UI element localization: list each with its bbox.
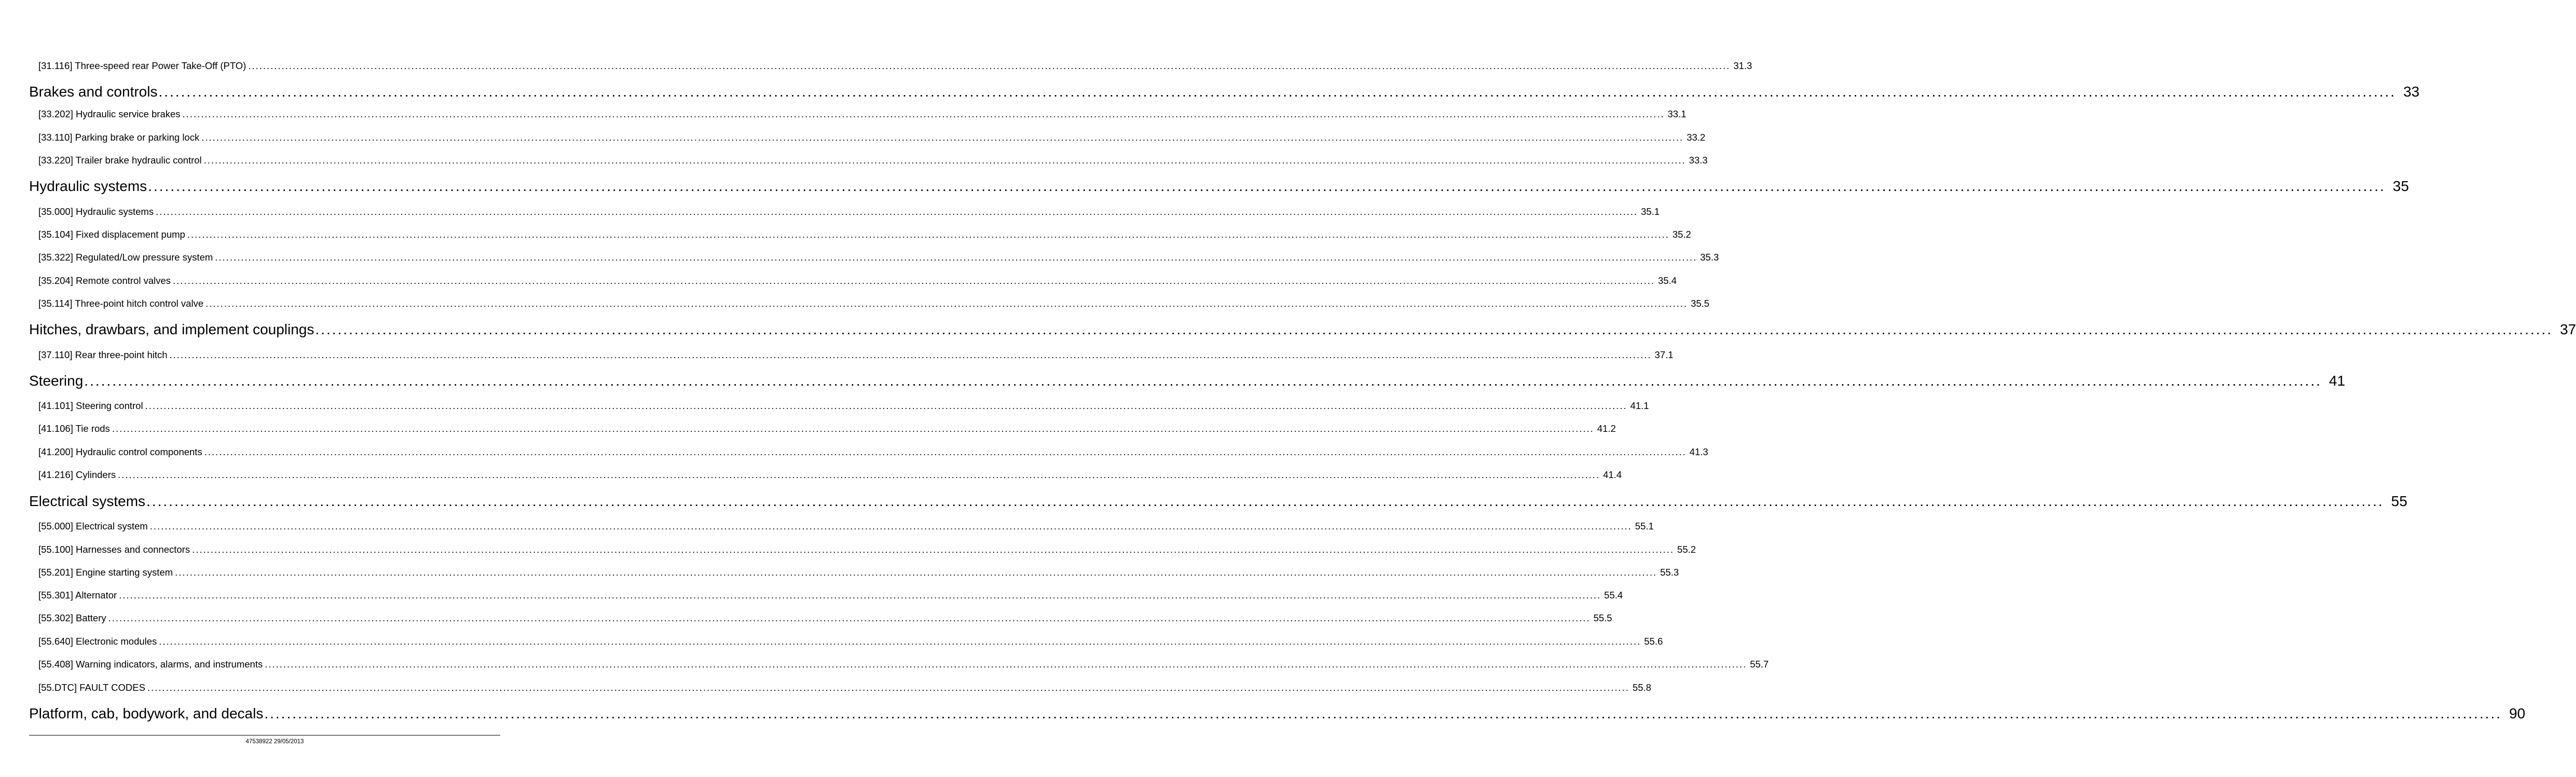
toc-entry-label: [33.202] Hydraulic service brakes: [38, 108, 181, 119]
dot-leader: ................................................................................................................................................................................................................................................................................................................................................................................................................: [84, 373, 2322, 389]
toc-subsection-entry: [38, 229, 1691, 240]
dot-leader: ................................................................................................................................................................................................................................................................................................................................................................................................................: [182, 108, 1665, 119]
footer-document-id: 47538922 29/05/2013: [245, 739, 304, 745]
toc-entry-label: [35.322] Regulated/Low pressure system: [38, 252, 213, 263]
dot-leader: ................................................................................................................................................................................................................................................................................................................................................................................................................: [201, 132, 1684, 143]
dot-leader: ................................................................................................................................................................................................................................................................................................................................................................................................................: [147, 682, 1629, 693]
dot-leader: ................................................................................................................................................................................................................................................................................................................................................................................................................: [158, 84, 2396, 100]
toc-subsection-entry: [38, 298, 1710, 309]
toc-entry-label: Electrical systems: [29, 493, 146, 509]
toc-entry-label: [41.200] Hydraulic control components: [38, 446, 202, 457]
toc-subsection-entry: [38, 60, 1752, 72]
dot-leader: ................................................................................................................................................................................................................................................................................................................................................................................................................: [215, 252, 1697, 263]
toc-entry-page-number: 37: [2560, 321, 2576, 337]
toc-entry-page-number: 41.4: [1603, 469, 1622, 480]
toc-entry-page-number: 37.1: [1654, 349, 1674, 360]
toc-subsection-entry: [38, 349, 1674, 361]
toc-entry-label: [55.640] Electronic modules: [38, 636, 157, 647]
toc-entry-page-number: 41.1: [1630, 400, 1649, 411]
dot-leader: ................................................................................................................................................................................................................................................................................................................................................................................................................: [187, 229, 1669, 240]
toc-subsection-entry: [38, 132, 1706, 143]
dot-leader: ................................................................................................................................................................................................................................................................................................................................................................................................................: [108, 612, 1591, 623]
dot-leader: ................................................................................................................................................................................................................................................................................................................................................................................................................: [205, 298, 1688, 309]
toc-entry-label: [55.201] Engine starting system: [38, 567, 173, 578]
toc-subsection-entry: [38, 252, 1719, 263]
toc-subsection-entry: [38, 612, 1612, 624]
toc-subsection-entry: [38, 567, 1679, 578]
toc-entry-page-number: 35.2: [1672, 229, 1691, 240]
toc-entry-label: [33.220] Trailer brake hydraulic control: [38, 155, 202, 166]
toc-section-entry: [29, 178, 2409, 195]
toc-subsection-entry: [38, 469, 1622, 481]
dot-leader: ................................................................................................................................................................................................................................................................................................................................................................................................................: [145, 400, 1627, 411]
toc-entry-page-number: 31.3: [1733, 60, 1752, 71]
toc-entry-page-number: 90: [2509, 705, 2526, 721]
toc-entry-label: [55.408] Warning indicators, alarms, and instruments: [38, 659, 263, 670]
toc-section-entry: [29, 84, 2420, 100]
toc-entry-label: [31.116] Three-speed rear Power Take-Off (PTO): [38, 60, 246, 71]
toc-entry-page-number: 33.2: [1687, 132, 1706, 143]
toc-entry-label: Hitches, drawbars, and implement couplings: [29, 321, 314, 337]
toc-entry-label: [55.302] Battery: [38, 612, 106, 623]
dot-leader: ................................................................................................................................................................................................................................................................................................................................................................................................................: [118, 469, 1600, 480]
toc-subsection-entry: [38, 206, 1660, 217]
toc-entry-page-number: 35.4: [1658, 275, 1677, 286]
toc-entry-label: [35.204] Remote control valves: [38, 275, 171, 286]
toc-subsection-entry: [38, 108, 1687, 120]
toc-subsection-entry: [38, 590, 1623, 601]
toc-section-entry: [29, 321, 2576, 338]
toc-entry-label: [55.301] Alternator: [38, 590, 117, 601]
toc-entry-page-number: 35.3: [1700, 252, 1719, 263]
dot-leader: ................................................................................................................................................................................................................................................................................................................................................................................................................: [203, 155, 1686, 166]
toc-entry-page-number: 55.4: [1604, 590, 1623, 601]
toc-entry-label: Brakes and controls: [29, 84, 158, 100]
toc-subsection-entry: [38, 155, 1708, 166]
toc-entry-page-number: 55.3: [1660, 567, 1679, 578]
toc-subsection-entry: [38, 636, 1663, 647]
toc-subsection-entry: [38, 423, 1616, 434]
toc-entry-page-number: 55.8: [1632, 682, 1651, 693]
dot-leader: ................................................................................................................................................................................................................................................................................................................................................................................................................: [156, 206, 1638, 217]
dot-leader: ................................................................................................................................................................................................................................................................................................................................................................................................................: [149, 521, 1632, 531]
toc-entry-label: [41.106] Tie rods: [38, 423, 110, 434]
toc-entry-page-number: 41.2: [1597, 423, 1616, 434]
toc-entry-label: [35.114] Three-point hitch control valve: [38, 298, 204, 309]
toc-entry-label: [55.DTC] FAULT CODES: [38, 682, 145, 693]
dot-leader: ................................................................................................................................................................................................................................................................................................................................................................................................................: [148, 178, 2386, 194]
toc-subsection-entry: [38, 544, 1696, 555]
toc-entry-label: [37.110] Rear three-point hitch: [38, 349, 168, 360]
dot-leader: ................................................................................................................................................................................................................................................................................................................................................................................................................: [169, 349, 1652, 360]
toc-entry-label: [55.000] Electrical system: [38, 521, 148, 531]
dot-leader: ................................................................................................................................................................................................................................................................................................................................................................................................................: [315, 321, 2553, 337]
toc-entry-label: [41.216] Cylinders: [38, 469, 116, 480]
toc-entry-page-number: 55.7: [1750, 659, 1769, 670]
toc-entry-page-number: 33.3: [1689, 155, 1708, 166]
toc-entry-page-number: 35.1: [1641, 206, 1660, 217]
dot-leader: ................................................................................................................................................................................................................................................................................................................................................................................................................: [204, 446, 1687, 457]
dot-leader: ................................................................................................................................................................................................................................................................................................................................................................................................................: [265, 659, 1747, 670]
toc-entry-page-number: 35.5: [1691, 298, 1710, 309]
toc-entry-page-number: 33.1: [1667, 108, 1687, 119]
toc-subsection-entry: [38, 521, 1654, 532]
toc-entry-label: [33.110] Parking brake or parking lock: [38, 132, 200, 143]
toc-entry-label: [55.100] Harnesses and connectors: [38, 544, 190, 555]
toc-entry-page-number: 33: [2403, 84, 2420, 100]
dot-leader: ................................................................................................................................................................................................................................................................................................................................................................................................................: [248, 60, 1731, 71]
toc-entry-label: Steering: [29, 373, 84, 389]
toc-entry-page-number: 55.6: [1644, 636, 1663, 647]
dot-leader: ................................................................................................................................................................................................................................................................................................................................................................................................................: [192, 544, 1675, 555]
toc-entry-label: [35.000] Hydraulic systems: [38, 206, 154, 217]
toc-entry-page-number: 55.1: [1635, 521, 1654, 531]
toc-entry-label: [35.104] Fixed displacement pump: [38, 229, 185, 240]
toc-section-entry: [29, 705, 2526, 722]
toc-section-entry: [29, 493, 2407, 510]
dot-leader: ................................................................................................................................................................................................................................................................................................................................................................................................................: [146, 493, 2384, 509]
toc-entry-page-number: 35: [2392, 178, 2409, 194]
toc-subsection-entry: [38, 400, 1649, 412]
toc-entry-label: Hydraulic systems: [29, 178, 147, 194]
dot-leader: ................................................................................................................................................................................................................................................................................................................................................................................................................: [119, 590, 1601, 601]
toc-entry-page-number: 55: [2391, 493, 2407, 509]
dot-leader: ................................................................................................................................................................................................................................................................................................................................................................................................................: [175, 567, 1657, 578]
toc-entry-page-number: 55.2: [1677, 544, 1696, 555]
toc-entry-page-number: 41: [2329, 373, 2346, 389]
dot-leader: ................................................................................................................................................................................................................................................................................................................................................................................................................: [159, 636, 1641, 647]
toc-subsection-entry: [38, 682, 1651, 693]
toc-subsection-entry: [38, 446, 1708, 458]
toc-subsection-entry: [38, 659, 1769, 670]
toc-entry-page-number: 55.5: [1593, 612, 1612, 623]
dot-leader: ................................................................................................................................................................................................................................................................................................................................................................................................................: [112, 423, 1594, 434]
toc-subsection-entry: [38, 275, 1677, 287]
toc-entry-page-number: 41.3: [1689, 446, 1708, 457]
toc-entry-label: [41.101] Steering control: [38, 400, 143, 411]
dot-leader: ................................................................................................................................................................................................................................................................................................................................................................................................................: [173, 275, 1655, 286]
toc-section-entry: [29, 373, 2346, 389]
toc-entry-label: Platform, cab, bodywork, and decals: [29, 705, 264, 721]
dot-leader: ................................................................................................................................................................................................................................................................................................................................................................................................................: [264, 705, 2502, 721]
